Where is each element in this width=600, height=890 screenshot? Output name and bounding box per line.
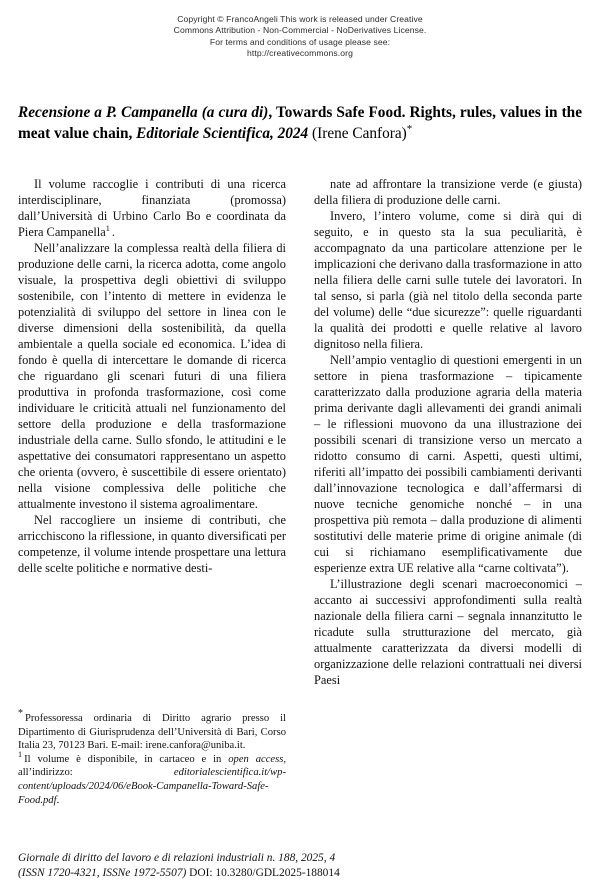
footnote-text: Il volume è disponibile, in cartaceo e in	[24, 753, 229, 765]
journal-issn: (ISSN 1720-4321, ISSNe 1972-5507)	[18, 867, 187, 880]
journal-citation: Giornale di diritto del lavoro e di relazioni industriali n. 188, 2025, 4	[18, 852, 336, 864]
title-footnote-marker: *	[406, 122, 413, 135]
title-reviewer: (Irene Canfora)	[308, 124, 407, 142]
paragraph: Invero, l’intero volume, come si dirà qui di seguito, e in questo sta la sua peculiarità, è accompagnato da una particolare attenzione per le implicazioni che derivano dalla trasformazione in atto nella filiera delle carni sulle tutele dei lavoratori. In tal senso, si parla (già nel titolo della seconda parte del volume) delle “due sicurezze”: quelle riguardanti la qualità dei prodotti e quelle relative al lavoro dignitoso nella filiera.	[314, 209, 582, 351]
journal-footer	[18, 851, 582, 881]
title-book-author: Recensione a P. Campanella (a cura di)	[18, 104, 269, 122]
footnote-marker-star: *	[18, 708, 23, 720]
paragraph	[18, 176, 286, 240]
creative-commons-link[interactable]: http://creativecommons.org	[247, 47, 353, 58]
footnote-block	[18, 708, 287, 807]
left-column	[18, 176, 287, 806]
footnote-item	[18, 750, 287, 807]
footnote-text-end: .	[56, 794, 60, 806]
copyright-notice	[0, 14, 600, 59]
page-title	[18, 103, 582, 144]
right-column	[314, 176, 582, 688]
journal-issn-doi	[18, 866, 582, 881]
footnote-ref-1[interactable]: 1	[105, 223, 110, 233]
title-publisher: Editoriale Scientifica, 2024	[132, 124, 309, 142]
body-columns	[18, 176, 582, 836]
copyright-line-3: For terms and conditions of usage please see:	[209, 36, 391, 47]
journal-doi: DOI: 10.3280/GDL2025-188014	[186, 867, 340, 880]
footnote-text: Professoressa ordinaria di Diritto agrario presso il Dipartimento di Giurisprudenza dell’Università di Bari, Corso Italia 23, 70123 Bari. E-mail: irene.canfora@uniba.it.	[18, 713, 286, 752]
footnote-item	[18, 708, 286, 753]
paragraph: Nell’analizzare la complessa realtà della filiera di produzione delle carni, la ricerca adotta, come angolo visuale, la prospettiva degli obiettivi di sviluppo sostenibile, con l’intento di mettere in evidenza le potenzialità di sviluppo del settore in linea con le diverse dimensioni della sostenibilità, da quella ambientale a quella sociale ed economica. L’idea di fondo è quella di intercettare le domande di ricerca che riguardano gli scenari futuri di una filiera produttiva in profonda trasformazione, così come individuare le criticità attuali nel funzionamento del settore della produzione e della trasformazione industriale della carne. Sullo sfondo, le attitudini e le aspettative dei consumatori rappresentano un aspetto che orienta (ovvero, è suscettibile di essere orientato) nella visione complessiva delle politiche che attualmente investono il sistema agroalimentare.	[18, 241, 286, 511]
paragraph: L’illustrazione degli scenari macroeconomici – accanto ai successivi approfondimenti sulla realtà nazionale della filiera carni – segnala innanzitutto le ricadute sulla strutturazione del mercato, già attualmente caratterizzata da diversi modelli di organizzazione delle relazioni contrattuali nei diversi Paesi	[314, 577, 582, 687]
paragraph-text: Il volume raccoglie i contributi di una ricerca interdisciplinare, finanziata (promossa) dall’Università di Urbino Carlo Bo e coordinata da Piera Campanella	[18, 177, 286, 239]
paragraph: nate ad affrontare la transizione verde (e giusta) della filiera di produzione delle carni.	[314, 177, 582, 207]
copyright-line-2: Commons Attribution - Non-Commercial - NoDerivatives License.	[173, 25, 427, 36]
title-book-name: , Towards Safe Food. Rights, rules, values in the meat value chain,	[18, 104, 582, 142]
footnote-url[interactable]: editorialescientifica.it/wp-content/uploads/2024/06/eBook-Campanella-Toward-Safe-Food.pdf	[18, 767, 286, 806]
footnote-emphasis-open-access: open access	[228, 753, 284, 765]
copyright-line-1: Copyright © FrancoAngeli This work is released under Creative	[177, 14, 423, 24]
paragraph: Nell’ampio ventaglio di questioni emergenti in un settore in piena trasformazione – tipicamente caratterizzato dalla produzione agraria della materia prima derivante dagli allevamenti dei grandi animali – le riflessioni muovono da una illustrazione dei possibili scenari di transizione verso un mercato a ridotto consumo di carni. Aspetti, questi ultimi, riferiti all’impatto dei possibili cambiamenti derivanti dall’innovazione tecnologica e dall’affermarsi di nuove tecniche genomiche nonché – in una prospettiva più remota – dalla produzione di alimenti sostitutivi delle materie prime di origine animale (di cui si richiamano esemplificativamente due esperienze extra UE relative alla “carne coltivata”).	[314, 353, 582, 575]
footnote-marker-1: 1	[18, 750, 23, 760]
footnote-text-middle: , all’indirizzo:	[18, 753, 287, 779]
paragraph: Nel raccogliere un insieme di contributi, che arricchiscono la riflessione, in quanto diversificati per competenze, il volume intende prospettare una lettura delle scelte politiche e normative desti-	[18, 513, 286, 575]
paragraph-tail: .	[111, 225, 115, 239]
